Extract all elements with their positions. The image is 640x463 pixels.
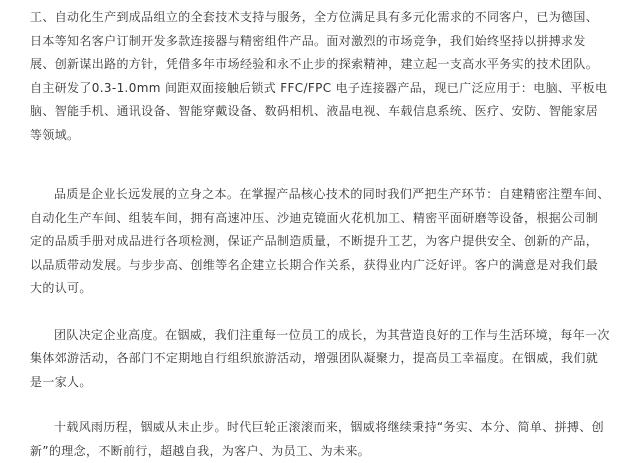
paragraph-company-intro: 工、自动化生产到成品组立的全套技术支持与服务，全方位满足具有多元化需求的不同客户，已为德国、日本等知名客户订制开发多款连接器与精密组件产品。面对激烈的市场竞争，我们始终坚持以拼搏求发展、创新谋出路的方针，凭借多年市场经验和永不止步的探索精神，建立起一支高水平务实的技术团队。自主研发了0.3-1.0mm 间距双面接触后锁式 FFC/FPC 电子连接器产品，现已广泛应用于：电脑、平板电脑、智能手机、通讯设备、智能穿戴设备、数码相机、液晶电视、车载信息系统、医疗、安防、智能家居等领域。 [30,10,608,142]
paragraph-history: 十载风雨历程，铟威从未止步。时代巨轮正滚滚而来，铟威将继续秉持“务实、本分、简单、拼搏、创新”的理念，不断前行，超越自我，为客户、为员工、为未来。 [30,420,604,458]
paragraph-quality: 品质是企业长远发展的立身之本。在掌握产品核心技术的同时我们严把生产环节：自建精密注塑车间、自动化生产车间、组装车间，拥有高速冲压、沙迪克镜面火花机加工、精密平面研磨等设备，根据公司制定的品质手册对成品进行各项检测，保证产品制造质量，不断提升工艺，为客户提供安全、创新的产品，以品质带动发展。与步步高、创维等名企建立长期合作关系，获得业内广泛好评。客户的满意是对我们最大的认可。 [30,187,610,295]
paragraph-team: 团队决定企业高度。在铟威，我们注重每一位员工的成长，为其营造良好的工作与生活环境，每年一次集体郊游活动，各部门不定期地自行组织旅游活动，增强团队凝聚力，提高员工幸福度。在铟威，我们就是一家人。 [30,327,610,389]
